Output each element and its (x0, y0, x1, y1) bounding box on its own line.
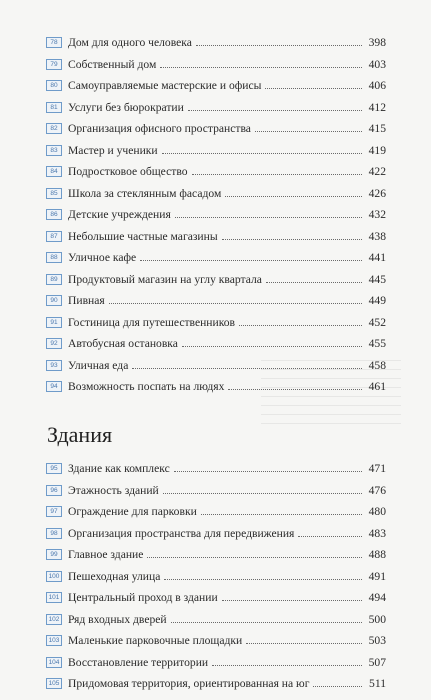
pattern-number-badge: 89 (46, 274, 62, 285)
dot-leader (265, 88, 362, 89)
toc-entry-title: Маленькие парковочные площадки (68, 634, 243, 648)
dot-leader (222, 600, 362, 601)
dot-leader (171, 622, 362, 623)
pattern-number-badge: 79 (46, 59, 62, 70)
pattern-number-badge: 80 (46, 80, 62, 91)
toc-page-number: 422 (368, 165, 386, 179)
dot-leader (266, 282, 362, 283)
toc-page-number: 507 (368, 655, 386, 669)
dot-leader (163, 493, 362, 494)
dot-leader (147, 557, 362, 558)
toc-entry (46, 32, 386, 54)
toc-entry-title: Организация пространства для передвижения (68, 526, 295, 540)
toc-page-number: 449 (368, 294, 386, 308)
toc-page-number: 415 (368, 122, 386, 136)
toc-entry-title: Гостиница для путешественников (68, 315, 236, 329)
pattern-number-badge: 105 (46, 678, 62, 689)
dot-leader (192, 174, 362, 175)
toc-entry (46, 458, 386, 480)
toc-entry (46, 566, 386, 588)
toc-entry-title: Здание как комплекс (68, 462, 170, 476)
toc-entry (46, 54, 386, 76)
dot-leader (246, 643, 362, 644)
toc-page-number: 461 (368, 380, 386, 394)
toc-entry (46, 247, 386, 269)
dot-leader (228, 389, 362, 390)
pattern-number-badge: 90 (46, 295, 62, 306)
toc-entry-title: Придомовая территория, ориентированная на юг (68, 677, 310, 691)
toc-page-number: 455 (368, 337, 386, 351)
dot-leader (298, 536, 362, 537)
dot-leader (212, 665, 362, 666)
toc-entry-title: Уличная еда (68, 358, 129, 372)
toc-entry (46, 312, 386, 334)
dot-leader (182, 346, 362, 347)
pattern-number-badge: 78 (46, 37, 62, 48)
toc-entry-title: Продуктовый магазин на углу квартала (68, 272, 262, 286)
toc-entry (46, 161, 386, 183)
pattern-number-badge: 98 (46, 528, 62, 539)
toc-page-number: 491 (368, 569, 386, 583)
toc-page-number: 471 (368, 462, 386, 476)
toc-page-number: 419 (368, 143, 386, 157)
dot-leader (196, 45, 362, 46)
dot-leader (239, 325, 362, 326)
toc-page-number: 483 (368, 526, 386, 540)
pattern-number-badge: 96 (46, 485, 62, 496)
toc-page-number: 511 (369, 677, 386, 691)
toc-page-number: 476 (368, 483, 386, 497)
toc-page-number: 445 (368, 272, 386, 286)
toc-entry-title: Возможность поспать на людях (68, 380, 225, 394)
toc-entry (46, 376, 386, 398)
toc-entry (46, 673, 386, 695)
pattern-number-badge: 97 (46, 506, 62, 517)
dot-leader (162, 153, 362, 154)
pattern-number-badge: 99 (46, 549, 62, 560)
dot-leader (160, 67, 362, 68)
toc-list-part1 (46, 32, 386, 398)
toc-entry (46, 544, 386, 566)
toc-entry (46, 226, 386, 248)
toc-page-number: 406 (368, 79, 386, 93)
toc-list-part2 (46, 458, 386, 695)
toc-entry (46, 140, 386, 162)
toc-entry (46, 97, 386, 119)
dot-leader (174, 471, 362, 472)
toc-entry-title: Ограждение для парковки (68, 505, 197, 519)
toc-entry-title: Пивная (68, 294, 105, 308)
toc-entry (46, 609, 386, 631)
dot-leader (140, 260, 362, 261)
dot-leader (222, 239, 362, 240)
toc-entry (46, 75, 386, 97)
toc-entry-title: Центральный проход в здании (68, 591, 218, 605)
toc-entry-title: Услуги без бюрократии (68, 100, 184, 114)
pattern-number-badge: 101 (46, 592, 62, 603)
pattern-number-badge: 81 (46, 102, 62, 113)
pattern-number-badge: 104 (46, 657, 62, 668)
toc-page-number: 426 (368, 186, 386, 200)
pattern-number-badge: 102 (46, 614, 62, 625)
toc-page-number: 494 (368, 591, 386, 605)
pattern-number-badge: 84 (46, 166, 62, 177)
toc-page-number: 432 (368, 208, 386, 222)
toc-entry-title: Дом для одного человека (68, 36, 192, 50)
pattern-number-badge: 83 (46, 145, 62, 156)
toc-entry-title: Школа за стеклянным фасадом (68, 186, 222, 200)
toc-entry-title: Восстановление территории (68, 655, 209, 669)
dot-leader (109, 303, 362, 304)
toc-entry-title: Собственный дом (68, 57, 157, 71)
section-heading: Здания (47, 422, 113, 447)
toc-entry-title: Мастер и ученики (68, 143, 158, 157)
toc-entry-title: Пешеходная улица (68, 569, 161, 583)
dot-leader (132, 368, 362, 369)
toc-entry (46, 480, 386, 502)
pattern-number-badge: 93 (46, 360, 62, 371)
toc-page-number: 488 (368, 548, 386, 562)
pattern-number-badge: 103 (46, 635, 62, 646)
toc-entry (46, 652, 386, 674)
toc-entry-title: Небольшие частные магазины (68, 229, 218, 243)
toc-page-number: 458 (368, 358, 386, 372)
pattern-number-badge: 88 (46, 252, 62, 263)
toc-entry (46, 269, 386, 291)
dot-leader (188, 110, 362, 111)
pattern-number-badge: 91 (46, 317, 62, 328)
toc-entry (46, 355, 386, 377)
toc-entry-title: Этажность зданий (68, 483, 159, 497)
dot-leader (175, 217, 362, 218)
toc-entry (46, 118, 386, 140)
dot-leader (255, 131, 362, 132)
toc-page-number: 441 (368, 251, 386, 265)
toc-entry-title: Самоуправляемые мастерские и офисы (68, 79, 262, 93)
toc-page-number: 398 (368, 36, 386, 50)
toc-entry-title: Ряд входных дверей (68, 612, 167, 626)
pattern-number-badge: 85 (46, 188, 62, 199)
toc-entry-title: Автобусная остановка (68, 337, 178, 351)
toc-entry (46, 333, 386, 355)
toc-page-number: 452 (368, 315, 386, 329)
toc-entry (46, 630, 386, 652)
toc-entry-title: Детские учреждения (68, 208, 171, 222)
pattern-number-badge: 95 (46, 463, 62, 474)
toc-entry (46, 204, 386, 226)
toc-page-number: 403 (368, 57, 386, 71)
toc-entry-title: Подростковое общество (68, 165, 188, 179)
pattern-number-badge: 100 (46, 571, 62, 582)
pattern-number-badge: 87 (46, 231, 62, 242)
toc-page-number: 438 (368, 229, 386, 243)
dot-leader (164, 579, 362, 580)
toc-page-number: 500 (368, 612, 386, 626)
dot-leader (313, 686, 362, 687)
toc-entry (46, 587, 386, 609)
toc-page-number: 503 (368, 634, 386, 648)
toc-entry-title: Уличное кафе (68, 251, 137, 265)
dot-leader (201, 514, 362, 515)
toc-entry-title: Организация офисного пространства (68, 122, 251, 136)
toc-page-number: 480 (368, 505, 386, 519)
toc-entry (46, 290, 386, 312)
toc-entry (46, 183, 386, 205)
toc-entry (46, 501, 386, 523)
toc-page-number: 412 (368, 100, 386, 114)
dot-leader (225, 196, 362, 197)
pattern-number-badge: 92 (46, 338, 62, 349)
pattern-number-badge: 82 (46, 123, 62, 134)
pattern-number-badge: 94 (46, 381, 62, 392)
toc-entry (46, 523, 386, 545)
pattern-number-badge: 86 (46, 209, 62, 220)
toc-entry-title: Главное здание (68, 548, 144, 562)
